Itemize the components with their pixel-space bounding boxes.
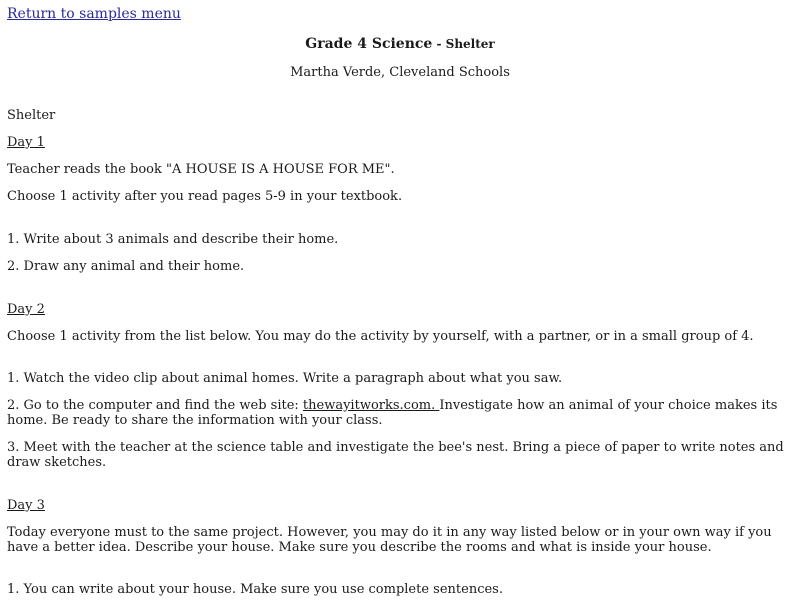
title-subtitle: - Shelter <box>432 37 495 51</box>
day-1-paragraph-1: Teacher reads the book "A HOUSE IS A HOUSE FOR ME". <box>7 162 395 177</box>
day-2-heading: Day 2 <box>7 302 45 317</box>
day-2-activity-3: 3. Meet with the teacher at the science table and investigate the bee's nest. Bring a piece of paper to write notes and draw sketches. <box>7 440 784 470</box>
activity-2-text-before: 2. Go to the computer and find the web site: <box>7 398 303 413</box>
day-2-activity-1: 1. Watch the video clip about animal homes. Write a paragraph about what you saw. <box>7 371 563 386</box>
day-2-activity-2 <box>7 398 793 428</box>
day-2-paragraph-1: Choose 1 activity from the list below. You may do the activity by yourself, with a partner, or in a small group of 4. <box>7 329 754 344</box>
title-text: Grade 4 Science <box>305 36 433 52</box>
activity-2-text-after: Investigate how an animal of your choice makes its home. Be ready to share the information with your class. <box>7 398 778 428</box>
day-1-activity-2: 2. Draw any animal and their home. <box>7 259 245 274</box>
page-title <box>0 36 800 52</box>
day-3-paragraph-1: Today everyone must to the same project. However, you may do it in any way listed below or in your own way if you have a better idea. Describe your house. Make sure you describe the rooms and what is inside your house. <box>7 525 772 555</box>
day-1-activity-1: 1. Write about 3 animals and describe their home. <box>7 232 339 247</box>
day-1-paragraph-2: Choose 1 activity after you read pages 5-9 in your textbook. <box>7 189 403 204</box>
topic-heading: Shelter <box>7 108 56 123</box>
return-to-samples-link[interactable]: Return to samples menu <box>7 6 181 22</box>
day-3-activity-1: 1. You can write about your house. Make sure you use complete sentences. <box>7 582 503 597</box>
day-3-heading: Day 3 <box>7 498 45 513</box>
day-1-heading: Day 1 <box>7 135 45 150</box>
thewayitworks-link[interactable]: thewayitworks.com. <box>302 398 440 413</box>
author-line: Martha Verde, Cleveland Schools <box>290 65 510 80</box>
